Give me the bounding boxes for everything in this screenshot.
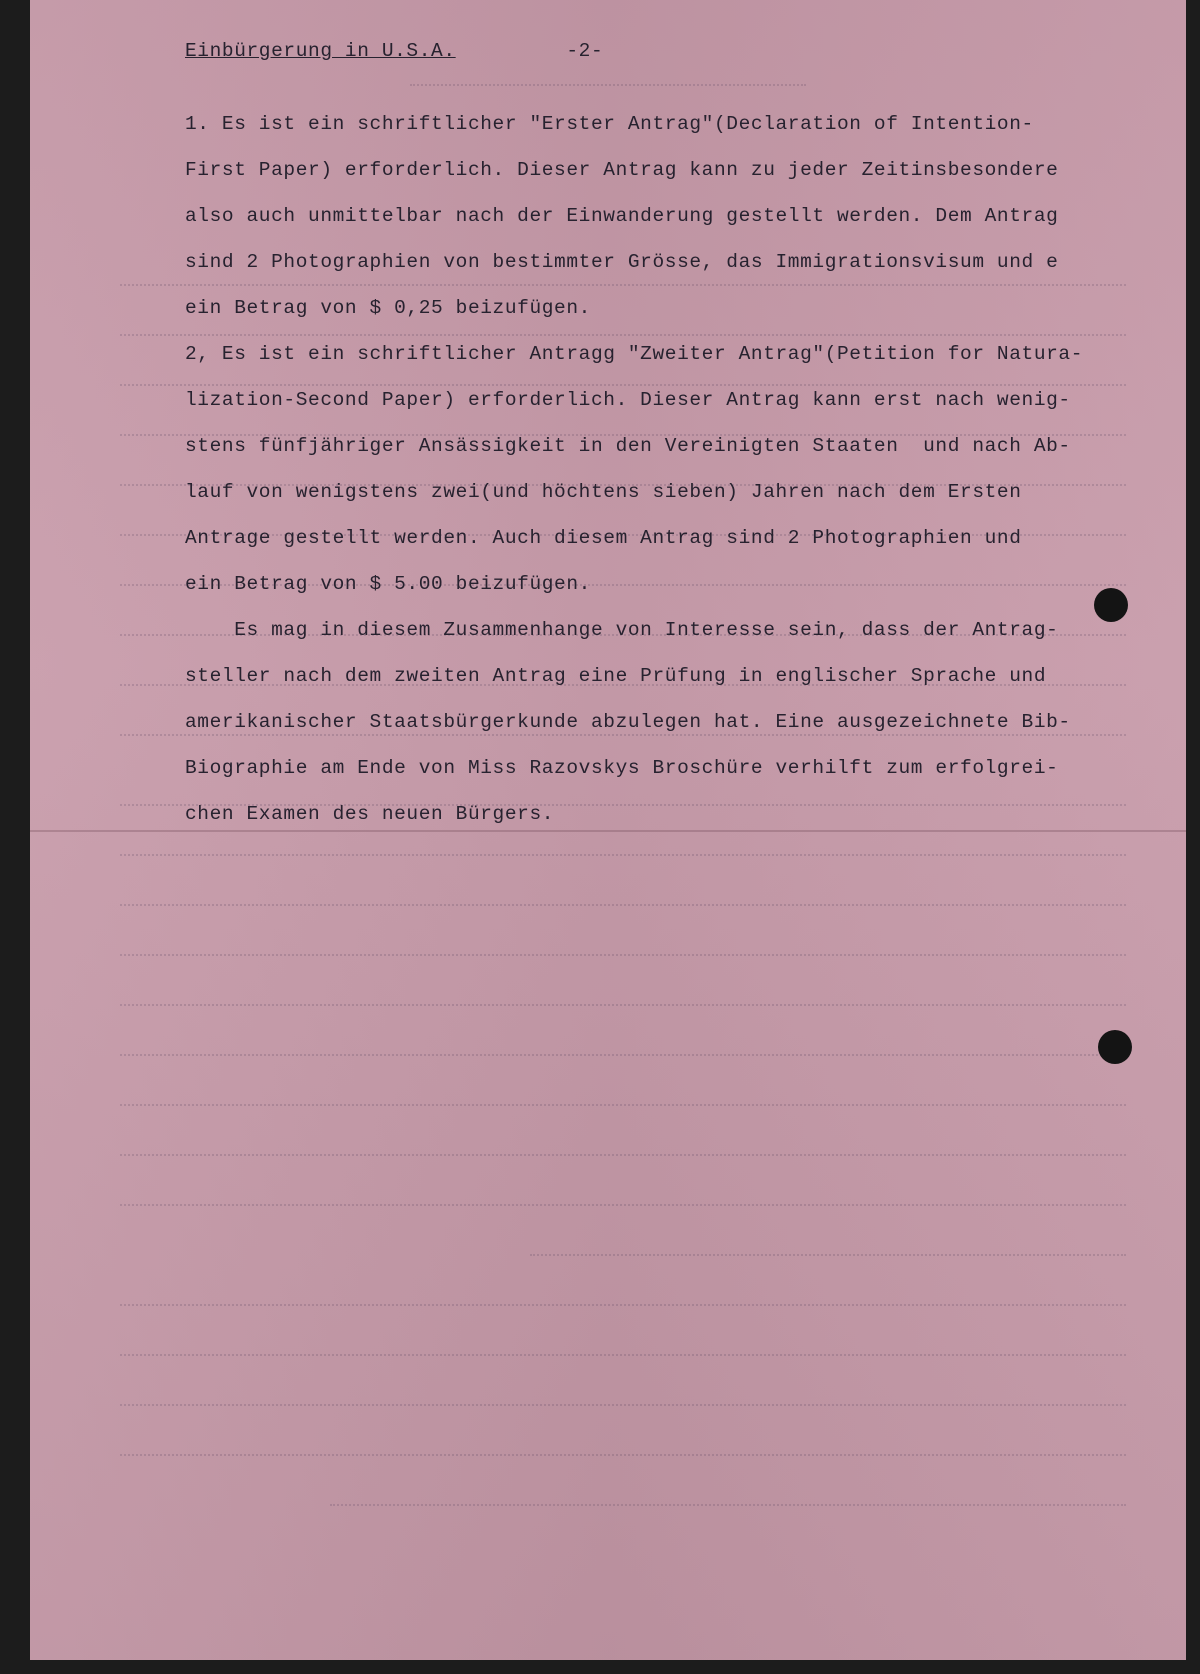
text-line: also auch unmittelbar nach der Einwanderung gestellt werden. Dem Antrag [185,205,1059,227]
text-line: lauf von wenigstens zwei(und höchtens sieben) Jahren nach dem Ersten [185,481,1022,503]
page-number: -2- [566,40,604,62]
text-line: Es mag in diesem Zusammenhange von Interesse sein, dass der Antrag- [185,619,1059,641]
text-line: ein Betrag von $ 5.00 beizufügen. [185,573,591,595]
text-line: Antrage gestellt werden. Auch diesem Antrag sind 2 Photographien und [185,527,1022,549]
text-line: First Paper) erforderlich. Dieser Antrag kann zu jeder Zeitinsbesondere [185,159,1059,181]
punch-hole [1098,1030,1132,1064]
paper-fold-line [30,830,1186,832]
text-line: steller nach dem zweiten Antrag eine Prüfung in englischer Sprache und [185,665,1047,687]
page-header [185,40,603,62]
text-line: stens fünfjähriger Ansässigkeit in den Vereinigten Staaten und nach Ab- [185,435,1071,457]
text-line: 1. Es ist ein schriftlicher "Erster Antrag"(Declaration of Intention- [185,113,1034,135]
text-line: ein Betrag von $ 0,25 beizufügen. [185,297,591,319]
text-line: 2, Es ist ein schriftlicher Antragg "Zweiter Antrag"(Petition for Natura- [185,343,1084,365]
text-line: amerikanischer Staatsbürgerkunde abzulegen hat. Eine ausgezeichnete Bib- [185,711,1071,733]
text-line: Biographie am Ende von Miss Razovskys Broschüre verhilft zum erfolgrei- [185,757,1059,779]
text-line: chen Examen des neuen Bürgers. [185,803,555,825]
document-page [30,0,1186,1660]
document-title: Einbürgerung in U.S.A. [185,40,456,62]
text-line: sind 2 Photographien von bestimmter Grösse, das Immigrationsvisum und e [185,251,1059,273]
punch-hole [1094,588,1128,622]
text-line: lization-Second Paper) erforderlich. Dieser Antrag kann erst nach wenig- [185,389,1071,411]
